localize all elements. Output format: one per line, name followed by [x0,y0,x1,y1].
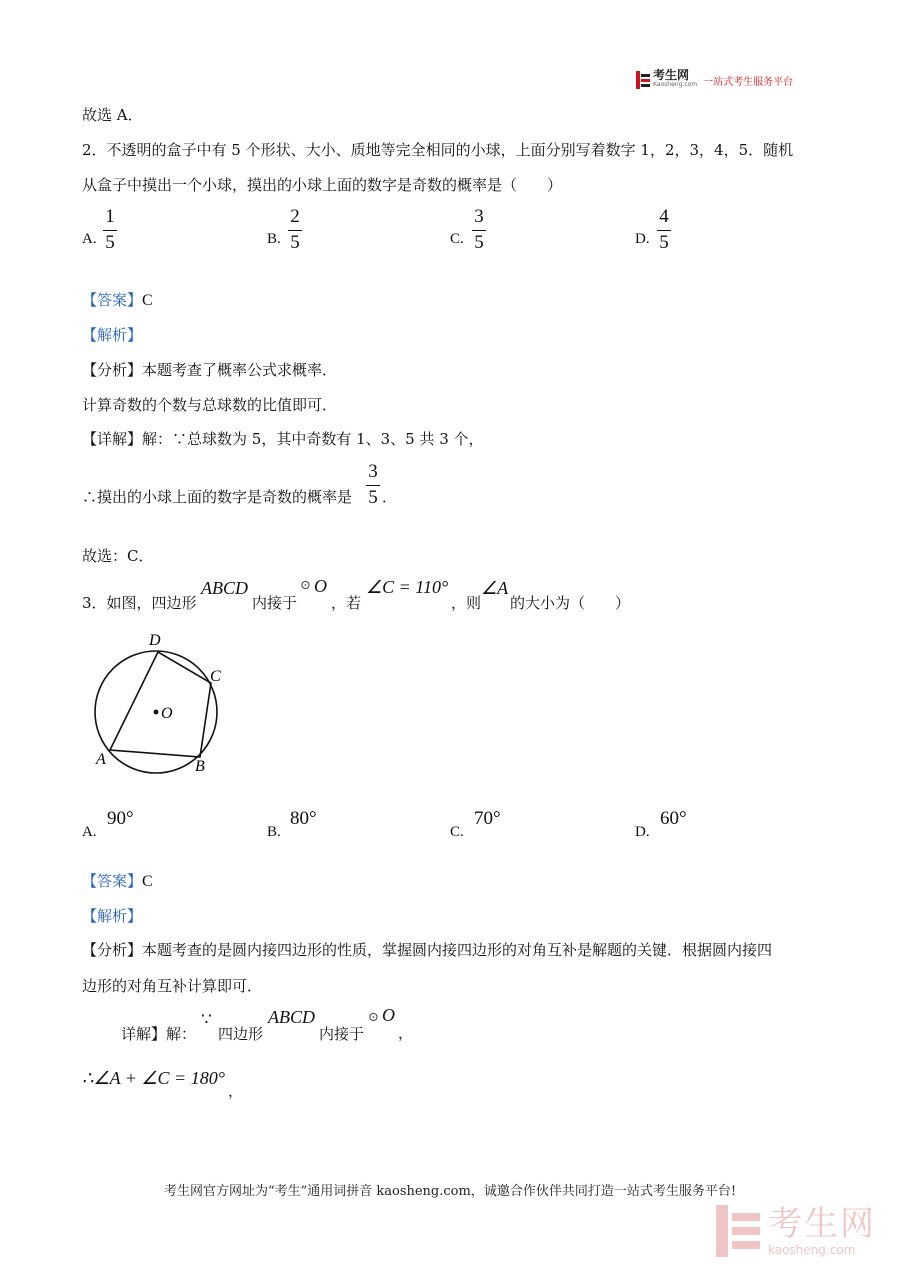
q3-option-b-label: B. [267,824,281,840]
q3-stem-mid2: ，若 [331,594,362,612]
q3-detail-o: O [382,1005,395,1025]
q3-option-a-value: 90° [107,808,134,829]
fraction-denominator: 5 [659,232,669,253]
q3-stem-prefix: 3．如图，四边形 [82,594,197,612]
because-icon: ∵ [201,1010,212,1030]
q2-stem-line2: 从盒子中摸出一个小球，摸出的小球上面的数字是奇数的概率是（ ） [82,176,563,194]
q3-stem-suffix: 的大小为（ ） [510,594,631,612]
q3-analysis-line2: 边形的对角互补计算即可． [82,977,263,995]
figure-label-b: B [195,758,205,775]
center-point-o [154,710,159,715]
q3-stem-o: O [314,576,327,596]
q2-option-a-label: A. [82,231,97,247]
answer-tag: 【答案】 [82,872,143,890]
circle-symbol-icon: ⊙ [300,578,311,593]
q2-option-b-fraction [288,206,302,254]
q3-option-c-label: C. [450,824,464,840]
answer-value: C [142,873,153,890]
fraction-numerator: 3 [368,461,378,482]
q3-stem-mid1: 内接于 [252,594,298,612]
header-logo [636,70,793,90]
q3-detail-abcd: ABCD [268,1007,315,1027]
watermark-name: 考生网 [768,1204,876,1244]
q2-option-a-fraction [103,206,117,254]
logo-domain: Kaosheng.com [653,81,698,88]
logo-slogan: 一站式考生服务平台 [703,76,794,88]
answer-value: C [142,292,153,309]
q3-answer [82,870,153,891]
q3-option-a-label: A. [82,824,97,840]
q2-detail-line1: 【详解】解：∵总球数为 5，其中奇数有 1、3、5 共 3 个， [82,430,484,448]
q2-analysis-line1: 【分析】本题考查了概率公式求概率． [82,361,338,379]
q3-stem [82,592,197,613]
q3-option-d-label: D. [635,824,650,840]
q2-detail-fraction [366,461,380,509]
q3-detail-comma: ， [398,1024,414,1042]
q3-detail-line2-comma: ， [228,1082,244,1100]
q2-answer [82,289,153,310]
q2-option-c-fraction [472,206,486,254]
q3-detail-mid2: 内接于 [319,1025,365,1043]
circle-symbol-icon: ⊙ [368,1010,379,1025]
q2-option-b-label: B. [267,231,281,247]
q2-stem-line1: 2．不透明的盒子中有 5 个形状、大小、质地等完全相同的小球，上面分别写着数字 1，2，3，4，5．随机 [82,141,794,159]
q2-option-c-label: C. [450,231,464,247]
page-footer: 考生网官方网址为“考生”通用词拼音 kaosheng.com，诚邀合作伙伴共同打造一站式考生服务平台! [163,1184,737,1199]
q3-option-b-value: 80° [290,808,317,829]
q2-option-d-label: D. [635,231,650,247]
q2-conclusion: 故选：C． [82,547,154,565]
q3-option-d-value: 60° [660,808,687,829]
figure-label-c: C [210,668,221,685]
q3-stem-angle-a: ∠A [481,578,509,598]
figure-label-a: A [96,751,106,768]
figure-label-o: O [161,705,173,722]
fraction-denominator: 5 [290,232,300,253]
logo-name: 考生网 [653,68,690,82]
detail-text: ∴摸出的小球上面的数字是奇数的概率是 [82,488,353,506]
q3-stem-mid3: ，则 [451,594,482,612]
fraction-denominator: 5 [474,232,484,253]
q3-detail-mid: 四边形 [218,1025,264,1043]
q2-analysis-tag: 【解析】 [82,326,143,344]
fraction-numerator: 2 [290,206,300,227]
kaosheng-watermark [716,1205,876,1257]
fraction-numerator: 1 [105,206,115,227]
q2-detail-period: ． [382,488,398,506]
q2-detail-line2 [82,486,352,507]
kaosheng-watermark-icon [716,1205,760,1257]
answer-tag: 【答案】 [82,291,143,309]
fraction-denominator: 5 [368,487,378,508]
q3-detail-line2: ∴∠A + ∠C = 180° [82,1068,225,1088]
q3-analysis-line1: 【分析】本题考查的是圆内接四边形的性质，掌握圆内接四边形的对角互补是解题的关键．根据圆内接四 [82,941,773,959]
watermark-domain: kaosheng.com [768,1243,856,1257]
cyclic-quadrilateral-figure [88,628,228,776]
figure-label-d: D [149,632,161,649]
q3-analysis-tag: 【解析】 [82,907,143,925]
q2-analysis-line2: 计算奇数的个数与总球数的比值即可． [82,396,338,414]
fraction-denominator: 5 [105,232,115,253]
q2-option-d-fraction [657,206,671,254]
q3-detail-prefix: 详解】解： [121,1025,197,1043]
prev-conclusion: 故选 A． [82,106,143,124]
fraction-numerator: 4 [659,206,669,227]
q3-stem-abcd: ABCD [201,578,248,598]
q3-stem-angle-c: ∠C = 110° [366,577,449,597]
fraction-numerator: 3 [474,206,484,227]
q3-option-c-value: 70° [474,808,501,829]
kaosheng-logo-icon [636,71,650,89]
